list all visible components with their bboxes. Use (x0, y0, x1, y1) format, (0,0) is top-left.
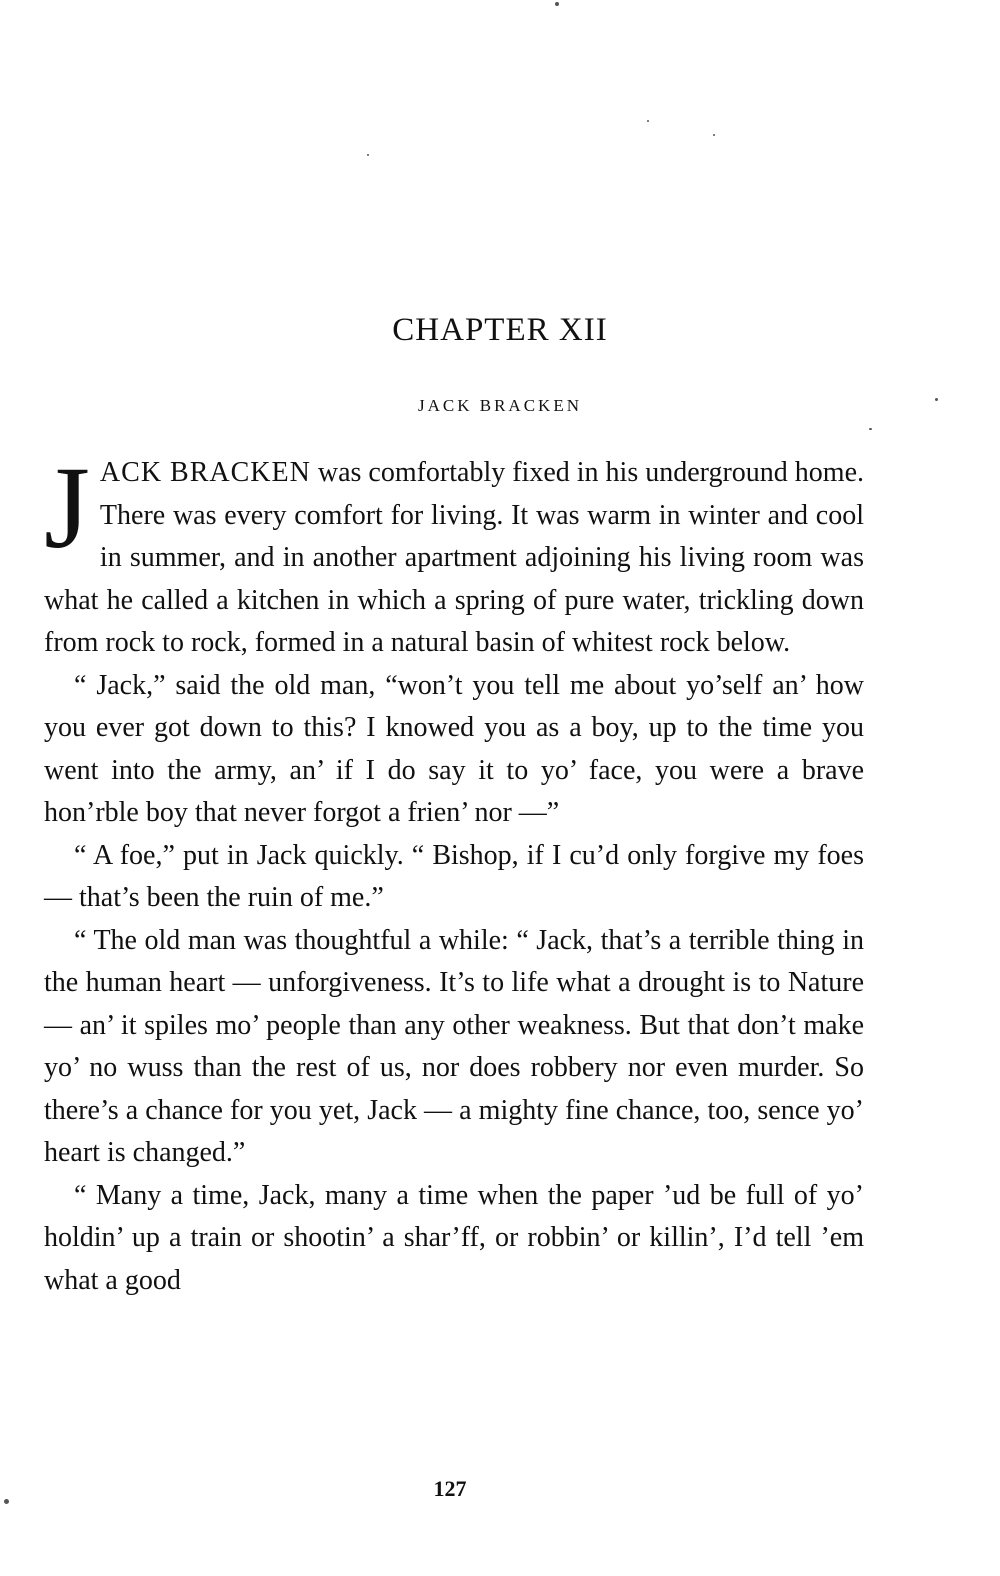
paragraph-text: was comfortably fixed in his underground home. There was every comfort for living. It was warm in winter and cool in summer, and in another apartment adjoining his living room was what he called a kitchen in which a spring of pure water, trickling down from rock to rock, formed in a natural basin of whitest rock below. (44, 457, 864, 658)
opening-words: ACK BRACKEN (99, 457, 311, 488)
scan-speck (555, 2, 559, 6)
chapter-heading: CHAPTER XII (392, 312, 608, 348)
scan-speck (713, 134, 715, 136)
paragraph: “ A foe,” put in Jack quickly. “ Bishop, if I cu’d only forgive my foes — that’s been the ruin of me.” (44, 839, 864, 913)
page-number: 127 (433, 1476, 467, 1501)
paragraph: “ Jack,” said the old man, “won’t you tell me about yo’self an’ how you ever got down to this? I knowed you as a boy, up to the time you went into the army, an’ if I do say it to yo’ face, you were a brave hon’rble boy that never forgot a frien’ nor —” (44, 669, 864, 828)
scan-speck (367, 154, 369, 156)
drop-cap: J (44, 442, 90, 573)
paragraph (44, 442, 864, 665)
paragraph: “ The old man was thoughtful a while: “ Jack, that’s a terrible thing in the human heart — unforgiveness. It’s to life what a drought is to Nature — an’ it spiles mo’ people than any other weakness. But that don’t make yo’ no wuss than the rest of us, nor does robbery nor even murder. So there’s a chance for you yet, Jack — a mighty fine chance, too, sence yo’ heart is changed.” (44, 924, 864, 1168)
paragraph: “ Many a time, Jack, many a time when the paper ’ud be full of yo’ holdin’ up a train or shootin’ a shar’ff, or robbin’ or killin’, I’d tell ’em what a good (44, 1179, 864, 1296)
chapter-subtitle: JACK BRACKEN (418, 396, 582, 415)
scan-speck (869, 428, 872, 430)
scan-speck (647, 120, 649, 122)
chapter-text (44, 442, 864, 1302)
